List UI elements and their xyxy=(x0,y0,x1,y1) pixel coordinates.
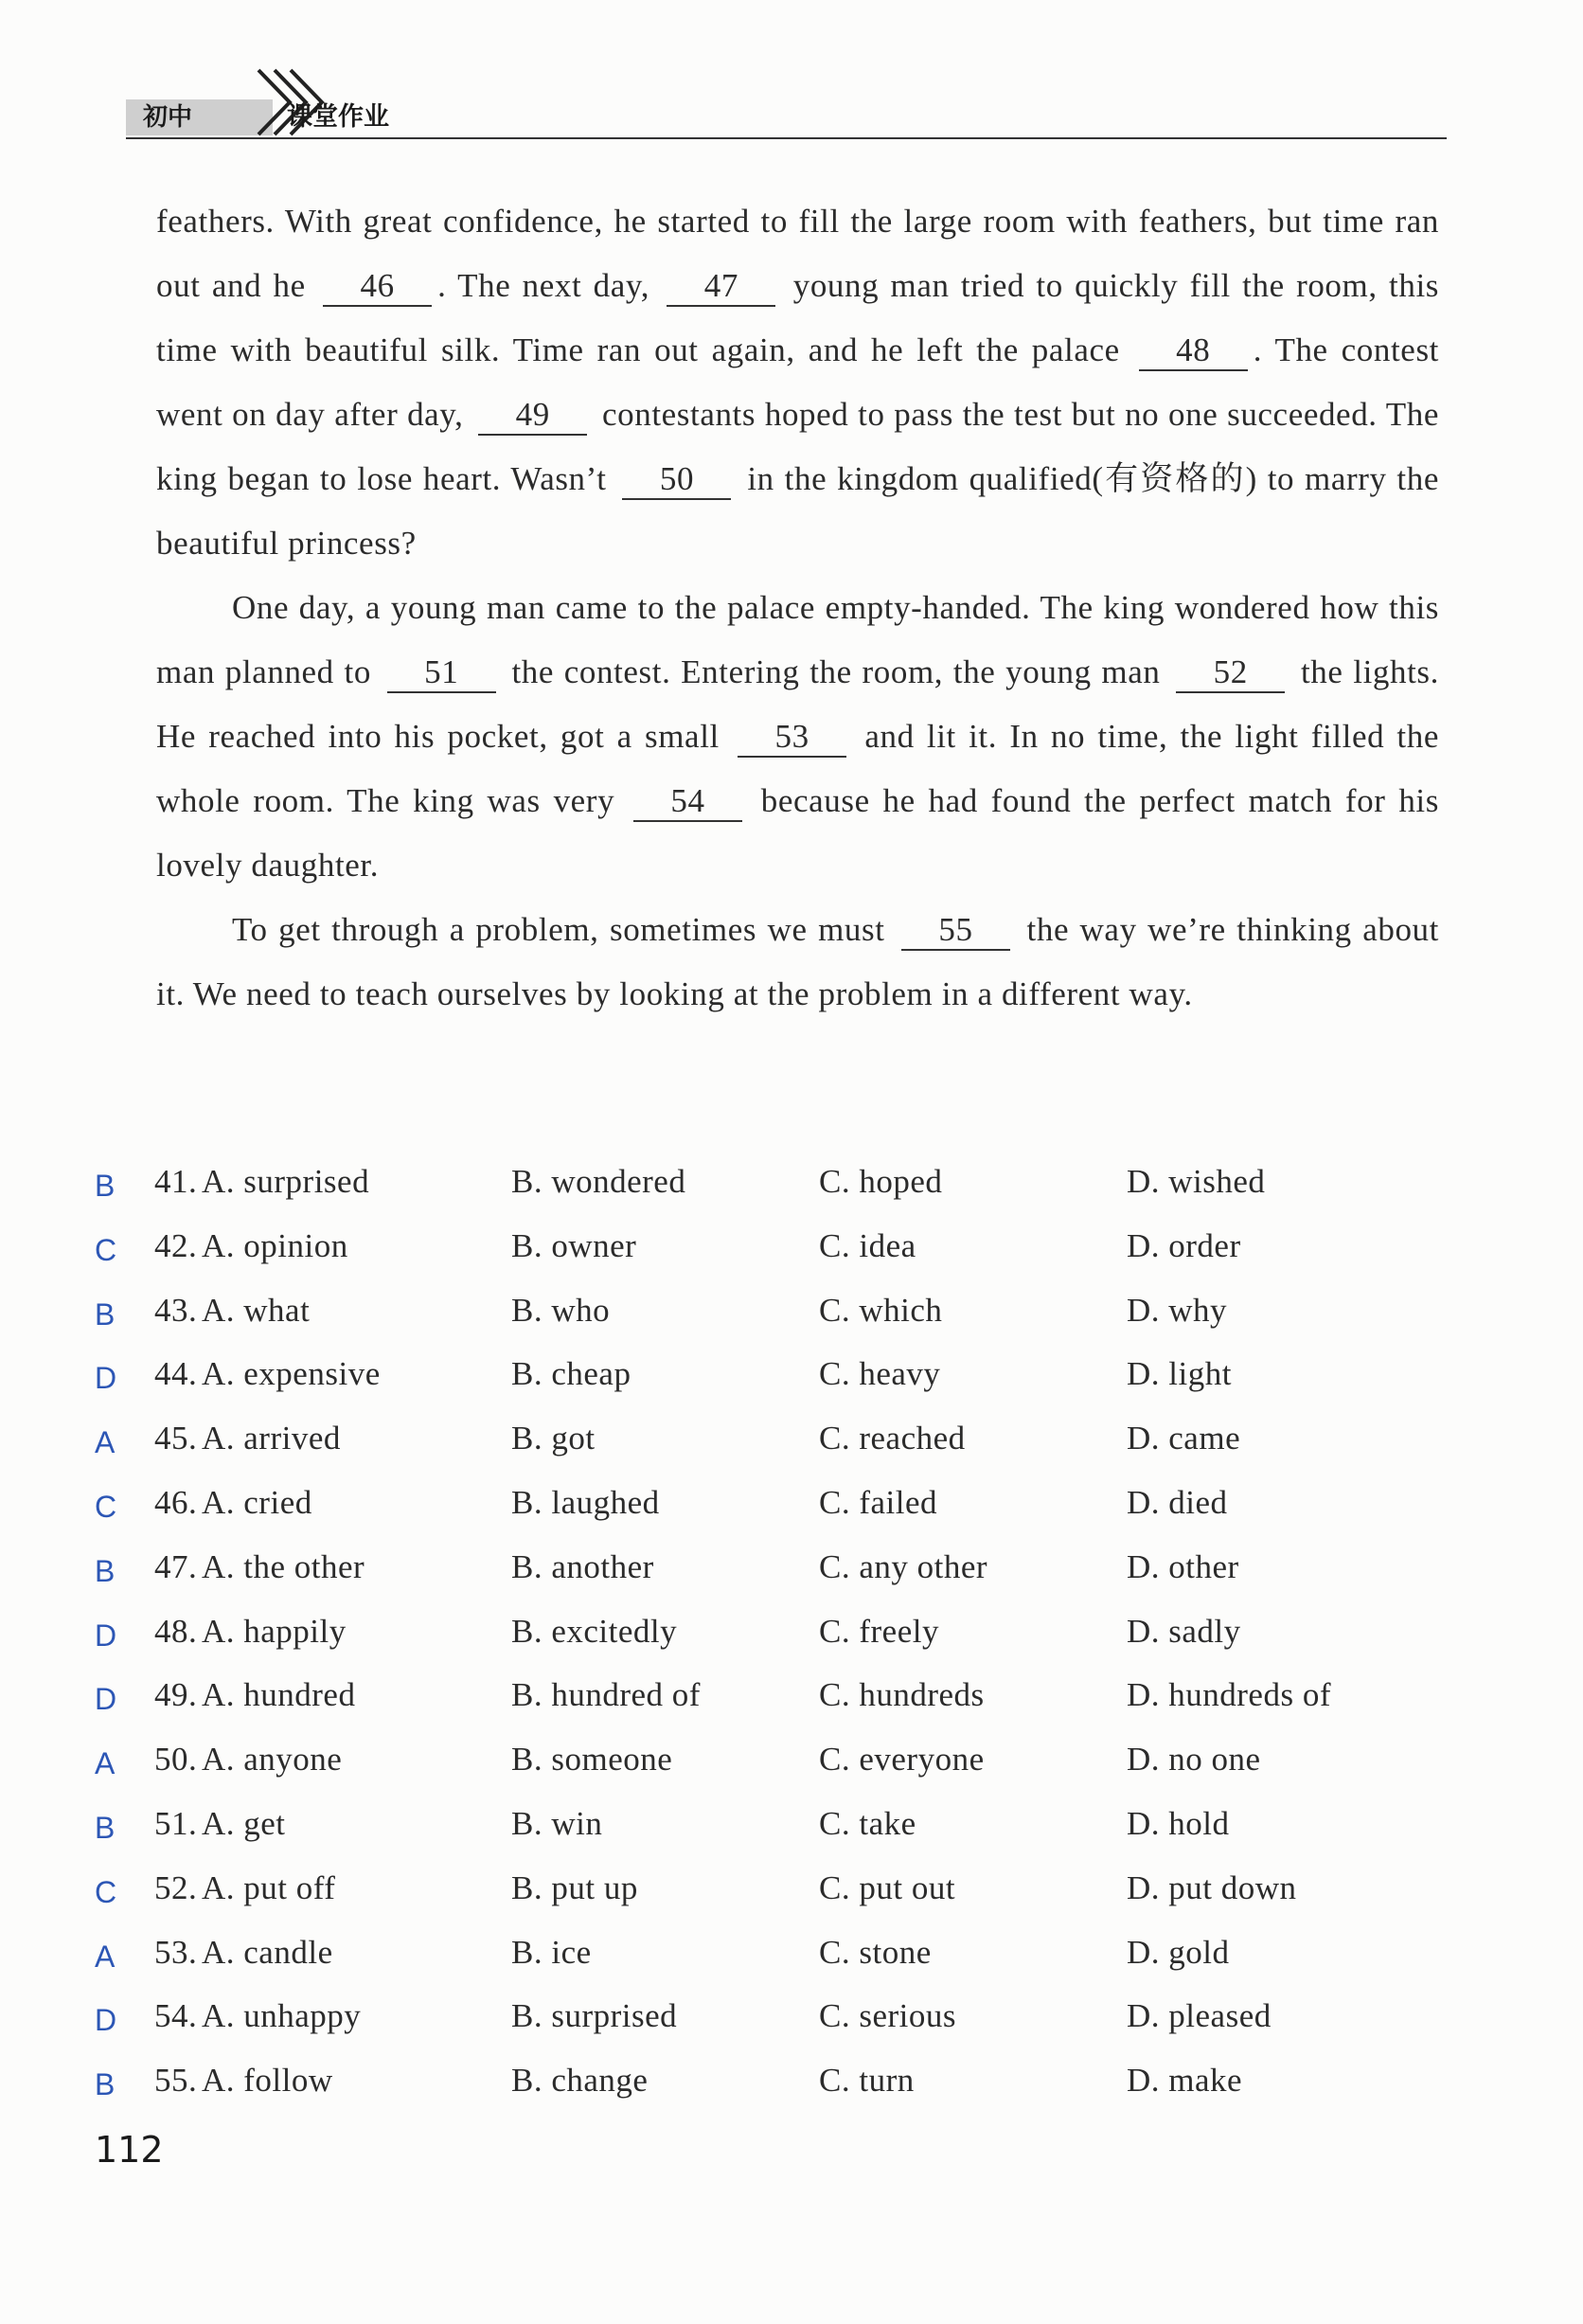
passage-text: . The contest went on day after day, xyxy=(156,331,1439,433)
question-row xyxy=(90,1860,1434,1924)
option-a: A. surprised xyxy=(202,1163,370,1200)
passage-paragraph-2 xyxy=(156,576,1439,898)
handwritten-answer: B xyxy=(95,1810,116,1845)
question-number: 43. xyxy=(154,1291,198,1329)
passage-paragraph-3 xyxy=(156,898,1439,1027)
cloze-passage xyxy=(156,189,1439,1027)
option-d: D. pleased xyxy=(1127,1997,1272,2035)
option-b: B. laughed xyxy=(511,1483,660,1521)
option-c: C. put out xyxy=(819,1868,956,1906)
option-d: D. came xyxy=(1127,1420,1241,1457)
option-c: C. which xyxy=(819,1291,943,1329)
question-number: 47. xyxy=(154,1547,198,1585)
passage-paragraph-1 xyxy=(156,189,1439,576)
question-row xyxy=(90,1153,1434,1218)
option-d: D. hundreds of xyxy=(1127,1676,1331,1714)
blank-51: 51 xyxy=(387,653,496,693)
passage-text: in the kingdom qualified(有资格的) to marry the beautiful princess? xyxy=(156,460,1439,562)
option-a: A. put off xyxy=(202,1868,336,1906)
handwritten-answer: A xyxy=(95,1746,116,1781)
handwritten-answer: D xyxy=(95,1682,117,1717)
question-row xyxy=(90,1603,1434,1668)
question-number: 53. xyxy=(154,1933,198,1971)
option-a: A. get xyxy=(202,1804,286,1842)
question-number: 42. xyxy=(154,1226,198,1264)
blank-55: 55 xyxy=(901,911,1010,951)
option-a: A. cried xyxy=(202,1483,312,1521)
passage-text: and lit it. In no time, the light filled the whole room. The king was very xyxy=(156,718,1439,819)
question-number: 54. xyxy=(154,1997,198,2035)
option-d: D. light xyxy=(1127,1355,1232,1393)
blank-49: 49 xyxy=(478,396,587,436)
option-c: C. freely xyxy=(819,1612,939,1650)
blank-53: 53 xyxy=(738,718,846,758)
header-subtitle: 课堂作业 xyxy=(287,102,389,132)
option-d: D. died xyxy=(1127,1483,1228,1521)
option-b: B. who xyxy=(511,1291,611,1329)
question-number: 44. xyxy=(154,1355,198,1393)
passage-text: contestants hoped to pass the test but no one succeeded. The king began to lose heart. Wasn’t xyxy=(156,396,1439,497)
option-c: C. reached xyxy=(819,1420,966,1457)
option-b: B. another xyxy=(511,1547,654,1585)
question-row xyxy=(90,1667,1434,1731)
handwritten-answer: B xyxy=(95,1553,116,1588)
option-a: A. opinion xyxy=(202,1226,348,1264)
option-a: A. expensive xyxy=(202,1355,381,1393)
option-d: D. gold xyxy=(1127,1933,1230,1971)
passage-text: the lights. He reached into his pocket, got a small xyxy=(156,653,1440,755)
blank-54: 54 xyxy=(633,782,742,822)
option-d: D. make xyxy=(1127,2062,1243,2100)
handwritten-answer: D xyxy=(95,1618,117,1653)
question-number: 45. xyxy=(154,1420,198,1457)
option-b: B. got xyxy=(511,1420,596,1457)
handwritten-answer: A xyxy=(95,1425,116,1460)
option-b: B. surprised xyxy=(511,1997,678,2035)
option-b: B. win xyxy=(511,1804,603,1842)
blank-50: 50 xyxy=(622,460,731,500)
handwritten-answer: D xyxy=(95,2003,117,2038)
option-c: C. heavy xyxy=(819,1355,941,1393)
question-number: 41. xyxy=(154,1163,198,1200)
option-b: B. change xyxy=(511,2062,649,2100)
question-row xyxy=(90,2052,1434,2117)
blank-48: 48 xyxy=(1139,331,1248,371)
question-number: 49. xyxy=(154,1676,198,1714)
page-header xyxy=(126,64,1447,140)
option-a: A. anyone xyxy=(202,1741,343,1779)
option-d: D. order xyxy=(1127,1226,1241,1264)
question-number: 48. xyxy=(154,1612,198,1650)
handwritten-answer: C xyxy=(95,1232,117,1267)
option-d: D. no one xyxy=(1127,1741,1261,1779)
option-b: B. someone xyxy=(511,1741,673,1779)
blank-46: 46 xyxy=(323,267,432,307)
question-row xyxy=(90,1988,1434,2052)
question-row xyxy=(90,1475,1434,1539)
option-d: D. wished xyxy=(1127,1163,1266,1200)
question-number: 50. xyxy=(154,1741,198,1779)
header-tab: 初中 xyxy=(126,99,273,135)
handwritten-answer: C xyxy=(95,1874,117,1909)
blank-52: 52 xyxy=(1176,653,1285,693)
option-a: A. hundred xyxy=(202,1676,356,1714)
option-b: B. hundred of xyxy=(511,1676,701,1714)
passage-text: . The next day, xyxy=(437,267,650,304)
option-b: B. excitedly xyxy=(511,1612,678,1650)
option-b: B. put up xyxy=(511,1868,638,1906)
question-row xyxy=(90,1796,1434,1860)
page-number: 112 xyxy=(95,2129,164,2171)
option-d: D. sadly xyxy=(1127,1612,1241,1650)
answer-options xyxy=(90,1153,1434,2117)
question-number: 55. xyxy=(154,2062,198,2100)
option-c: C. any other xyxy=(819,1547,988,1585)
passage-text: the way we’re thinking about it. We need to teach ourselves by looking at the problem in a different way. xyxy=(156,911,1439,1012)
option-c: C. stone xyxy=(819,1933,932,1971)
option-b: B. owner xyxy=(511,1226,637,1264)
blank-47: 47 xyxy=(667,267,775,307)
question-row xyxy=(90,1731,1434,1796)
option-b: B. wondered xyxy=(511,1163,686,1200)
option-d: D. other xyxy=(1127,1547,1239,1585)
option-a: A. what xyxy=(202,1291,311,1329)
option-c: C. failed xyxy=(819,1483,938,1521)
passage-text: young man tried to quickly fill the room, this time with beautiful silk. Time ran out again, and he left the palace xyxy=(156,267,1439,368)
passage-text: feathers. With great confidence, he started to fill the large room with feathers, but time ran out and he xyxy=(156,203,1439,304)
question-row xyxy=(90,1539,1434,1603)
option-b: B. cheap xyxy=(511,1355,631,1393)
option-c: C. turn xyxy=(819,2062,915,2100)
question-row xyxy=(90,1924,1434,1989)
option-a: A. happily xyxy=(202,1612,347,1650)
option-d: D. put down xyxy=(1127,1868,1297,1906)
option-b: B. ice xyxy=(511,1933,592,1971)
option-a: A. unhappy xyxy=(202,1997,362,2035)
option-a: A. arrived xyxy=(202,1420,341,1457)
question-row xyxy=(90,1410,1434,1475)
handwritten-answer: C xyxy=(95,1489,117,1524)
option-c: C. idea xyxy=(819,1226,916,1264)
question-number: 52. xyxy=(154,1868,198,1906)
option-a: A. the other xyxy=(202,1547,365,1585)
question-number: 51. xyxy=(154,1804,198,1842)
header-rule xyxy=(126,137,1447,139)
option-c: C. hoped xyxy=(819,1163,943,1200)
passage-text: One day, a young man came to the palace empty-handed. The king wondered how this man planned to xyxy=(156,589,1439,690)
option-a: A. follow xyxy=(202,2062,333,2100)
handwritten-answer: A xyxy=(95,1939,116,1974)
handwritten-answer: B xyxy=(95,2067,116,2102)
passage-text: because he had found the perfect match for his lovely daughter. xyxy=(156,782,1439,884)
handwritten-answer: B xyxy=(95,1169,116,1203)
option-d: D. why xyxy=(1127,1291,1228,1329)
option-c: C. serious xyxy=(819,1997,956,2035)
passage-text: the contest. Entering the room, the young man xyxy=(511,653,1161,690)
handwritten-answer: B xyxy=(95,1296,116,1332)
question-row xyxy=(90,1218,1434,1282)
handwritten-answer: D xyxy=(95,1361,117,1396)
option-d: D. hold xyxy=(1127,1804,1230,1842)
option-c: C. hundreds xyxy=(819,1676,985,1714)
option-c: C. take xyxy=(819,1804,916,1842)
question-row xyxy=(90,1282,1434,1347)
question-number: 46. xyxy=(154,1483,198,1521)
option-c: C. everyone xyxy=(819,1741,985,1779)
option-a: A. candle xyxy=(202,1933,333,1971)
passage-text: To get through a problem, sometimes we must xyxy=(232,911,885,948)
question-row xyxy=(90,1346,1434,1410)
